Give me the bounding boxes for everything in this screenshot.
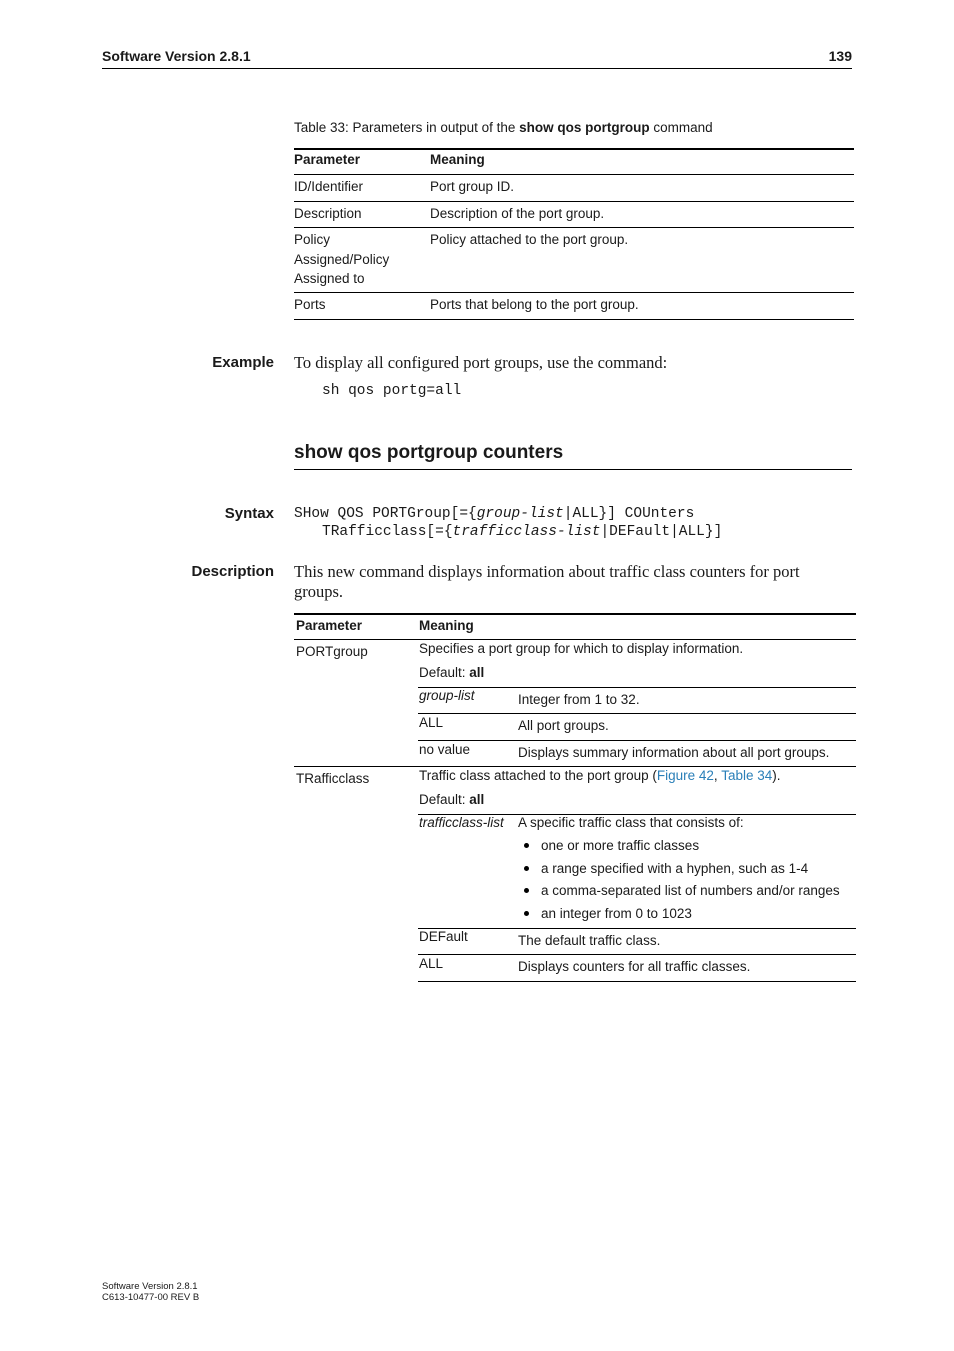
section-rule: [294, 469, 852, 470]
option-desc: Displays summary information about all port groups.: [518, 745, 830, 760]
description-label: Description: [191, 563, 274, 580]
row-meaning: Policy attached to the port group.: [430, 232, 629, 247]
row-meaning: Description of the port group.: [430, 206, 605, 221]
option-desc: All port groups.: [518, 718, 609, 733]
table-33-rule: [294, 292, 854, 293]
header-rule: [102, 68, 852, 69]
desc-prefix: Traffic class attached to the port group (: [419, 768, 657, 783]
example-text: To display all configured port groups, use the command:: [294, 353, 668, 372]
page-number: 139: [828, 48, 852, 64]
option-desc: Integer from 1 to 32.: [518, 692, 640, 707]
param-trafficclass-desc: [419, 766, 780, 785]
example-label: Example: [212, 354, 274, 371]
syntax-label: Syntax: [224, 505, 274, 522]
param-trafficclass-name: TRafficclass: [296, 771, 370, 786]
syntax-token: SHow QOS PORTGroup[={: [294, 506, 477, 522]
table-33-col-meaning: Meaning: [430, 152, 485, 167]
footer-doc-id: C613-10477-00 REV B: [102, 1292, 200, 1303]
table-33-rule: [294, 174, 854, 175]
table-33-rule: [294, 201, 854, 202]
bullet-icon: [524, 888, 529, 893]
bullet-icon: [524, 866, 529, 871]
default-value: all: [469, 792, 485, 807]
row-parameter: Ports: [294, 297, 326, 312]
param-table-bottom-rule: [418, 981, 856, 982]
option-name-italic: trafficclass-list: [419, 815, 504, 830]
param-table-rule: [418, 740, 856, 741]
option-name: DEFault: [419, 929, 468, 944]
param-table-rule: [418, 687, 856, 688]
bullet-icon: [524, 843, 529, 848]
param-table-col-parameter: Parameter: [296, 618, 363, 633]
desc-suffix: ).: [772, 768, 781, 783]
option-desc: Displays counters for all traffic classes.: [518, 959, 751, 974]
table-33-rule: [294, 227, 854, 228]
syntax-line-2: [322, 524, 722, 540]
syntax-variable: group-list: [476, 506, 564, 522]
figure-42-link[interactable]: Figure 42: [656, 768, 714, 783]
param-trafficclass-default: [419, 790, 484, 809]
running-header-title: Software Version 2.8.1: [102, 48, 251, 64]
table-33-bottom-rule: [294, 319, 854, 320]
param-table-col-meaning: Meaning: [419, 618, 474, 633]
default-label: Default:: [419, 792, 470, 807]
table-34-link[interactable]: Table 34: [721, 768, 773, 783]
section-title: show qos portgroup counters: [294, 442, 564, 463]
option-name: ALL: [419, 715, 444, 730]
table-33-col-parameter: Parameter: [294, 152, 361, 167]
option-name: [419, 686, 475, 705]
param-portgroup-name: PORTgroup: [296, 644, 368, 659]
caption-command: show qos portgroup: [519, 120, 650, 135]
syntax-token: |ALL}] COUnters: [563, 506, 695, 522]
desc-separator: ,: [713, 768, 722, 783]
option-name: ALL: [419, 956, 444, 971]
bullet-item: one or more traffic classes: [541, 838, 700, 853]
bullet-item: a comma-separated list of numbers and/or ranges: [541, 883, 840, 898]
option-name-italic: group-list: [419, 688, 475, 703]
param-portgroup-desc: Specifies a port group for which to display information.: [419, 641, 744, 656]
caption-prefix: Table 33: Parameters in output of the: [294, 120, 520, 135]
param-table-top-rule: [294, 613, 856, 615]
row-meaning: Ports that belong to the port group.: [430, 297, 639, 312]
syntax-token: TRafficclass[={: [322, 524, 453, 540]
option-desc: The default traffic class.: [518, 933, 661, 948]
syntax-variable: trafficclass-list: [452, 524, 601, 540]
option-desc: A specific traffic class that consists of:: [518, 815, 744, 830]
table-33-caption: [294, 120, 713, 135]
caption-suffix: command: [649, 120, 713, 135]
row-parameter: Policy Assigned/Policy Assigned to: [294, 232, 390, 286]
row-meaning: Port group ID.: [430, 179, 515, 194]
row-parameter: ID/Identifier: [294, 179, 364, 194]
syntax-line-1: [294, 506, 694, 522]
example-code: sh qos portg=all: [322, 383, 462, 399]
default-value: all: [469, 665, 485, 680]
param-table-rule: [418, 713, 856, 714]
bullet-item: an integer from 0 to 1023: [541, 906, 692, 921]
param-table-rule: [418, 928, 856, 929]
default-label: Default:: [419, 665, 470, 680]
description-text: This new command displays information about traffic class counters for port groups.: [294, 562, 800, 601]
param-portgroup-default: [419, 663, 484, 682]
bullet-item: a range specified with a hyphen, such as 1-4: [541, 861, 809, 876]
param-table-rule: [418, 954, 856, 955]
option-name: [419, 813, 504, 832]
footer-version: Software Version 2.8.1: [102, 1281, 198, 1292]
row-parameter: Description: [294, 206, 362, 221]
bullet-icon: [524, 911, 529, 916]
syntax-token: |DEFault|ALL}]: [600, 524, 723, 540]
option-name: no value: [419, 742, 471, 757]
